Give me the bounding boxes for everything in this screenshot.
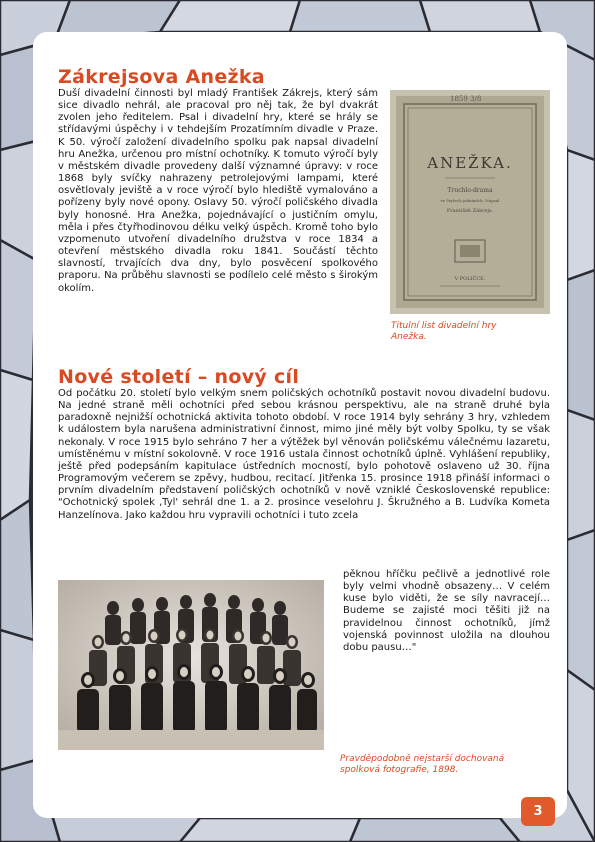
- section2-paragraph-continued: pěknou hříčku pečlivě a jednotlivé role byly velmi vhodně obsazeny… V celém kuse bylo viděti, že se síly navracejí… Budeme se zajisté moci těšiti již na pravidelnou činnost ochotníků, jímž vojenská povinnost uložila na dlouhou dobu pausu…": [343, 569, 550, 653]
- group-photo-1898: [58, 580, 324, 750]
- section-title-nove-stoleti: Nové století – nový cíl: [58, 366, 300, 388]
- section1-paragraph: Duší divadelní činnosti byl mladý František Zákrejs, který sám sice divadlo nehrál, ale pracoval pro něj tak, že byl dvakrát zvolen jeho ředitelem. Psal i divadelní hry, které se hrály se střídavými úspěchy i v tehdejším Prozatímním divadle v Praze. K 50. výročí založení divadelního spolku pak napsal divadelní hru Anežka, určenou pro místní ochotníky. K tomuto výročí byly v městském divadle provedeny další významné úpravy: v roce 1868 byly svíčky nahrazeny petrolejovými lampami, které osvětlovaly jeviště a v roce výročí bylo hlediště vymalováno a pořízeny byly nové opony. Oslavy 50. výročí poličského divadla byly honosné. Hra Anežka, pojednávající o justičním omylu, měla i přes čtyřhodinovou délku velký úspěch. Kromě toho bylo vzpomenuto utvoření divadelního družstva v roce 1834 a otevření městského divadla roku 1841. Součástí těchto slavností, trvajících dva dny, bylo posvěcení spolkového praporu. Na průběhu slavnosti se podílelo celé město s širokým okolím.: [58, 88, 378, 294]
- section2-paragraph: Od počátku 20. století bylo velkým snem poličských ochotníků postavit novou divadelní budovu. Na jedné straně měli ochotníci před sebou krásnou perspektivu, ale na straně druhé byla paradoxně nejnižší ochotnická aktivita tohoto období. V roce 1914 byly sehrány 3 hry, vzhledem k událostem byla narušena administrativní činnost, mimo jiné měly být volby Spolku, ty se však nekonaly. V roce 1915 bylo sehráno 7 her a výtěžek byl věnován poličskému válečnému lazaretu, umístěnému v místní sokolovně. V roce 1916 ustala činnost ochotníků úplně. Vyhlášení republiky, ještě před podepsáním kapitulace ústředních mocností, bylo pohotově oslaveno už 30. října Programovým večerem se zpěvy, hudbou, recitací. Jitřenka 15. prosince 1918 přináší informaci o prvním divadelním představení poličských ochotníků v nově vzniklé Československé republice: "Ochotnický spolek ‚Tyl' sehrál dne 1. a 2. prosince veselohru J. Škružného a B. Ludvíka Kometa Hanzelínova. Jako každou hru vypravili ochotníci i tuto zcela: [58, 388, 550, 521]
- anezka-image-caption: Titulní list divadelní hry Anežka.: [391, 321, 497, 342]
- book-subtitle: Truchlo-drama: [447, 187, 493, 194]
- book-title: ANEŽKA.: [427, 154, 513, 172]
- section-title-zakrejsova-anezka: Zákrejsova Anežka: [58, 66, 265, 88]
- handwritten-note: 1859 3/8: [450, 95, 482, 103]
- book-author: František Zákrejs.: [446, 208, 494, 214]
- group-photo-drawing: [58, 580, 324, 750]
- anezka-title-page-image: [390, 90, 550, 314]
- group-photo-caption: Pravděpodobně nejstarší dochovaná spolková fotografie, 1898.: [340, 754, 505, 775]
- book-line: ve čtyřech jednáních. Napsal: [440, 198, 500, 203]
- page-number-badge: 3: [521, 797, 555, 826]
- anezka-title-page-drawing: [390, 90, 550, 314]
- book-imprint: V POLIČCE.: [454, 276, 486, 282]
